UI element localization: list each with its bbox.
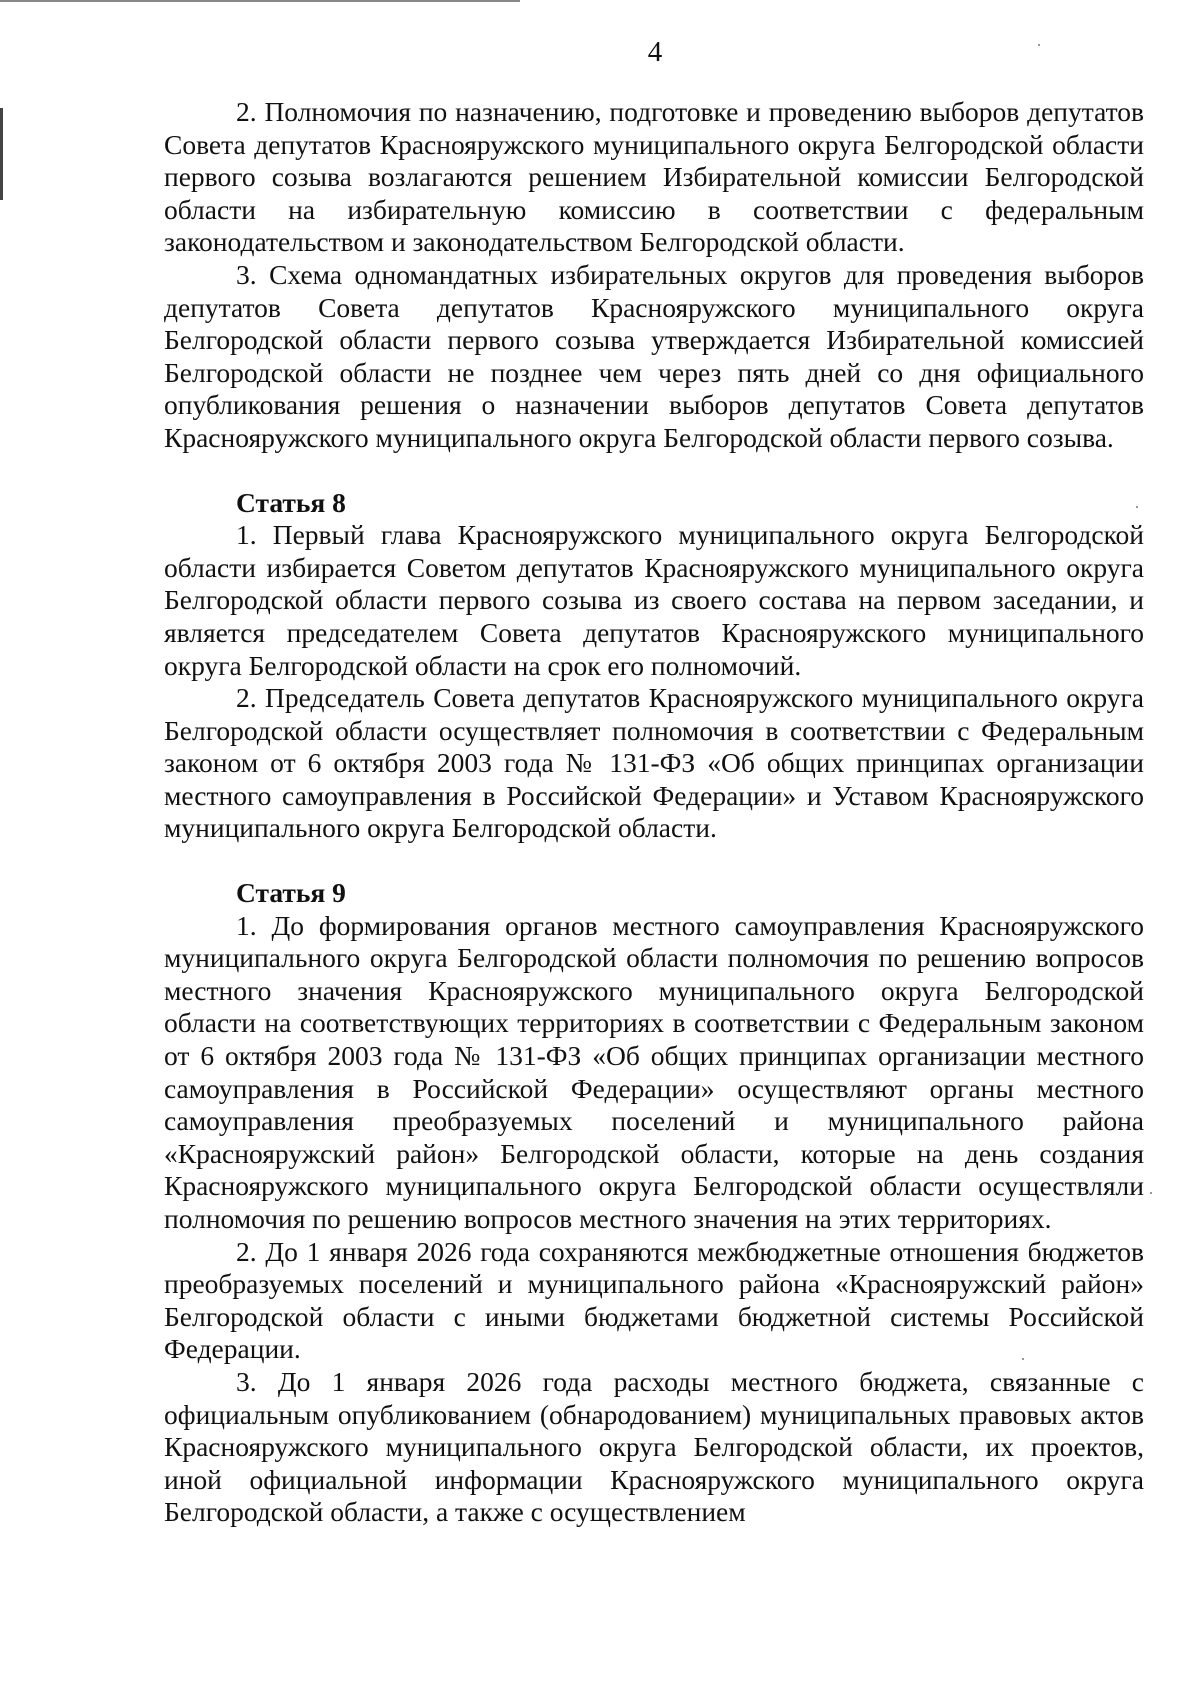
paragraph: 2. Председатель Совета депутатов Краснояружского муниципального округа Белгородской области осуществляет полномочия в соответствии с Федеральным законом от 6 октября 2003 года № 131-ФЗ «Об общих принципах организации местного самоуправления в Российской Федерации» и Уставом Краснояружского муниципального округа Белгородской области. [164,682,1144,844]
scan-speck [1150,1192,1152,1194]
article-heading: Статья 9 [236,877,346,909]
paragraph: 3. До 1 января 2026 года расходы местного бюджета, связанные с официальным опубликованием (обнародованием) муниципальных правовых актов Краснояружского муниципального округа Белгородской области, их проектов, иной официальной информации Краснояружского муниципального округа Белгородской области, а также с осуществлением [164,1365,1144,1528]
paragraph: 2. Полномочия по назначению, подготовке и проведению выборов депутатов Совета депутатов Краснояружского муниципального округа Белгородской области первого созыва возлагаются решением Избирательной комиссии Белгородской области на избирательную комиссию в соответствии с федеральным законодательством и законодательством Белгородской области. [164,96,1144,258]
page-number: 4 [647,36,663,68]
paragraph: 1. Первый глава Краснояружского муниципального округа Белгородской области избирается Советом депутатов Краснояружского муниципального округа Белгородской области первого созыва из своего состава на первом заседании, и является председателем Совета депутатов Краснояружского муниципального округа Белгородской области на срок его полномочий. [164,519,1144,681]
paragraph: 3. Схема одномандатных избирательных округов для проведения выборов депутатов Совета депутатов Краснояружского муниципального округа Белгородской области первого созыва утверждается Избирательной комиссией Белгородской области не позднее чем через пять дней со дня официального опубликования решения о назначении выборов депутатов Совета депутатов Краснояружского муниципального округа Белгородской области первого созыва. [164,258,1144,453]
scan-left-margin-mark [0,108,3,200]
paragraph: 1. До формирования органов местного самоуправления Краснояружского муниципального округа Белгородской области полномочия по решению вопросов местного значения Краснояружского муниципального округа Белгородской области на соответствующих территориях в соответствии с Федеральным законом от 6 октября 2003 года № 131-ФЗ «Об общих принципах организации местного самоуправления в Российской Федерации» осуществляют органы местного самоуправления преобразуемых поселений и муниципального района «Краснояружский район» Белгородской области, которые на день создания Краснояружского муниципального округа Белгородской области осуществляли полномочия по решению вопросов местного значения на этих территориях. [164,909,1144,1234]
paragraph: 2. До 1 января 2026 года сохраняются межбюджетные отношения бюджетов преобразуемых поселений и муниципального района «Краснояружский район» Белгородской области с иными бюджетами бюджетной системы Российской Федерации. [164,1235,1144,1365]
scan-top-rule [0,0,520,2]
article-heading: Статья 8 [236,486,346,518]
document-body [164,96,1144,1529]
